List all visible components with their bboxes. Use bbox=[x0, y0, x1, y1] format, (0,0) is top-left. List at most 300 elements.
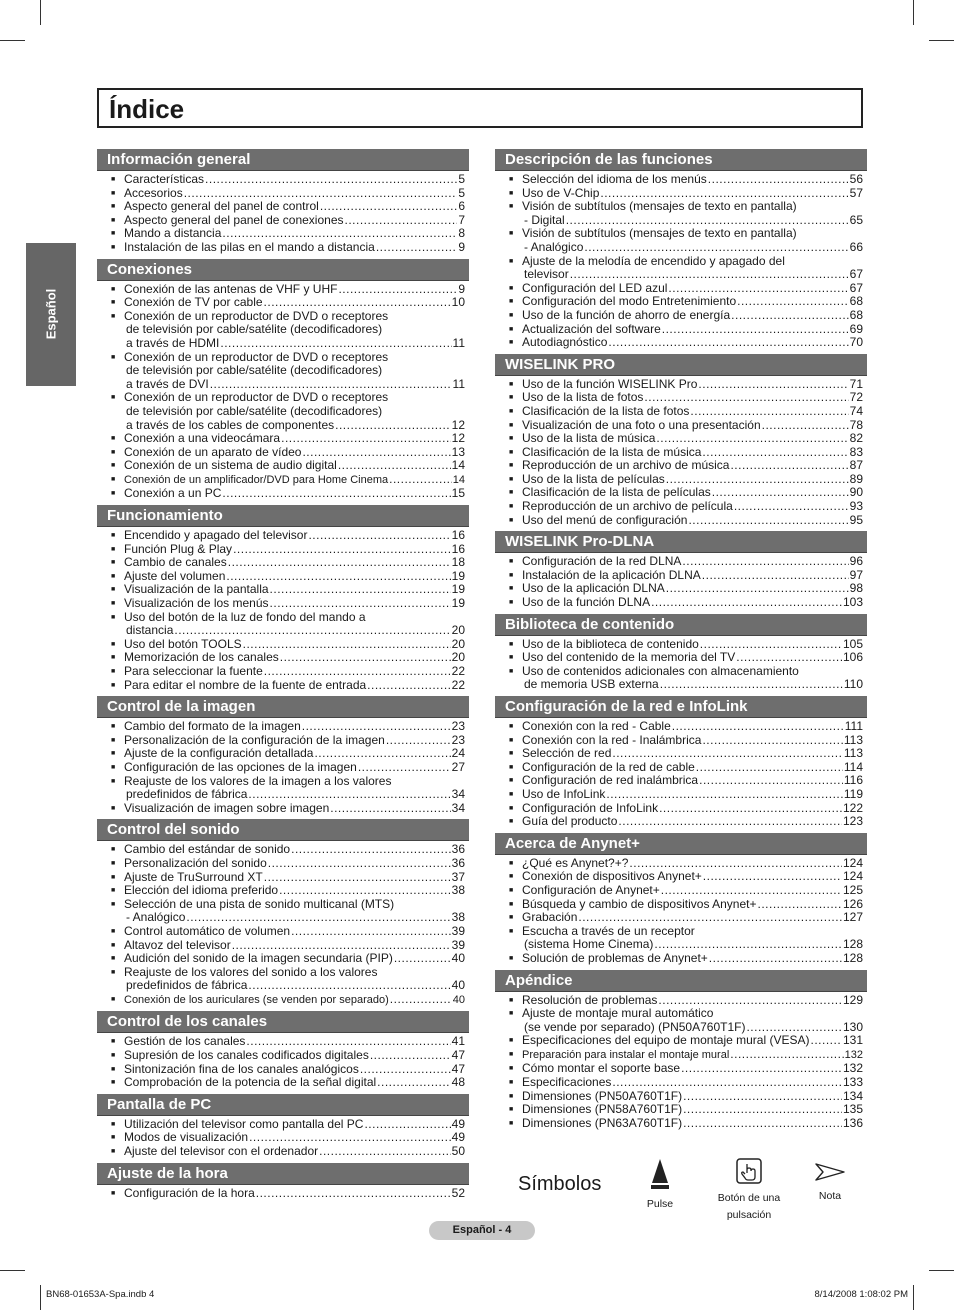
bullet-square-icon: ■ bbox=[509, 599, 514, 607]
entry-title: Reajuste de los valores del sonido a los valores bbox=[124, 964, 378, 979]
toc-entry bbox=[495, 665, 867, 692]
toc-entry bbox=[97, 1145, 469, 1159]
bullet-square-icon: ■ bbox=[111, 448, 116, 456]
entry-title: Reajuste de los valores de la imagen a los valores bbox=[124, 773, 392, 788]
toc-entry bbox=[495, 227, 867, 254]
entry-title: Cómo montar el soporte base bbox=[522, 1061, 681, 1076]
toc-entry bbox=[495, 187, 867, 201]
dot-leader bbox=[709, 952, 842, 966]
toc-section bbox=[97, 1094, 469, 1159]
entry-page-number: 40 bbox=[452, 993, 465, 1006]
entry-title: Aspecto general del panel de conexiones bbox=[124, 212, 344, 227]
entry-page-number: 19 bbox=[451, 568, 465, 583]
entry-title: ¿Qué es Anynet?+? bbox=[522, 855, 629, 870]
bullet-square-icon: ■ bbox=[509, 640, 514, 648]
entry-page-number: 39 bbox=[451, 923, 465, 938]
toc-entry bbox=[97, 227, 469, 241]
entry-page-number: 90 bbox=[849, 485, 863, 500]
bullet-square-icon: ■ bbox=[111, 545, 116, 553]
dot-leader bbox=[364, 1118, 450, 1132]
entry-page-number: 98 bbox=[849, 581, 863, 596]
symbols-title: Símbolos bbox=[518, 1173, 602, 1195]
bullet-square-icon: ■ bbox=[509, 804, 514, 812]
bullet-square-icon: ■ bbox=[111, 1079, 116, 1087]
dot-leader bbox=[668, 282, 848, 296]
entry-page-number: 67 bbox=[849, 267, 863, 282]
entry-title: Resolución de problemas bbox=[522, 992, 658, 1007]
toc-entry bbox=[495, 994, 867, 1008]
entry-title: Conexión con la red - Inalámbrica bbox=[522, 732, 702, 747]
toc-section bbox=[97, 505, 469, 692]
entry-page-number: 87 bbox=[849, 458, 863, 473]
entry-title: Guía del producto bbox=[522, 814, 618, 829]
toc-entry bbox=[97, 871, 469, 885]
entry-title: Clasificación de la lista de música bbox=[522, 444, 702, 459]
bullet-square-icon: ■ bbox=[111, 299, 116, 307]
entry-page-number: 11 bbox=[452, 376, 465, 391]
bullet-square-icon: ■ bbox=[111, 435, 116, 443]
crop-mark bbox=[40, 0, 41, 25]
entry-page-number: 119 bbox=[843, 786, 863, 801]
entry-title: Conexión de un amplificador/DVD para Home Cinema bbox=[124, 473, 389, 486]
dot-leader bbox=[264, 665, 451, 679]
bullet-square-icon: ■ bbox=[111, 475, 116, 483]
entry-title: Reproducción de un archivo de película bbox=[522, 499, 733, 514]
entry-page-number: 134 bbox=[842, 1088, 863, 1103]
dot-leader bbox=[243, 638, 451, 652]
toc-entry bbox=[97, 884, 469, 898]
press-arrow-icon bbox=[650, 1158, 670, 1190]
entry-title: Configuración de Anynet+ bbox=[522, 882, 660, 897]
dot-leader bbox=[682, 555, 848, 569]
bullet-square-icon: ■ bbox=[111, 532, 116, 540]
dot-leader bbox=[730, 459, 848, 473]
dot-leader bbox=[377, 1076, 450, 1090]
entry-page-number: 69 bbox=[849, 321, 863, 336]
toc-entry bbox=[495, 747, 867, 761]
bullet-square-icon: ■ bbox=[111, 1120, 116, 1128]
entry-page-number: 124 bbox=[842, 855, 863, 870]
entry-title: Uso de la lista de fotos bbox=[522, 390, 644, 405]
entry-title: Altavoz del televisor bbox=[124, 937, 231, 952]
entry-page-number: 95 bbox=[849, 512, 863, 527]
bullet-square-icon: ■ bbox=[509, 886, 514, 894]
entry-title: Ajuste de la melodía de encendido y apagado del bbox=[522, 253, 785, 268]
entry-title: Configuración del modo Entretenimiento bbox=[522, 294, 737, 309]
toc-entry bbox=[495, 720, 867, 734]
dot-leader bbox=[270, 583, 451, 597]
entry-page-number: 13 bbox=[451, 444, 465, 459]
toc-entry bbox=[495, 500, 867, 514]
dot-leader bbox=[700, 638, 842, 652]
dot-leader bbox=[608, 336, 848, 350]
toc-list bbox=[495, 857, 867, 966]
bullet-square-icon: ■ bbox=[111, 490, 116, 498]
entry-title: Visualización de la pantalla bbox=[124, 582, 269, 597]
entry-title: Gestión de los canales bbox=[124, 1034, 246, 1049]
bullet-square-icon: ■ bbox=[509, 1037, 514, 1045]
toc-entry bbox=[495, 788, 867, 802]
toc-entry bbox=[97, 720, 469, 734]
entry-title: Uso de contenidos adicionales con almacenamiento bbox=[522, 663, 799, 678]
section-heading: Información general bbox=[97, 149, 469, 171]
entry-title: Conexión de TV por cable bbox=[124, 295, 263, 310]
toc-entry bbox=[97, 296, 469, 310]
section-heading: Conexiones bbox=[97, 259, 469, 281]
toc-entry bbox=[97, 651, 469, 665]
toc-section bbox=[495, 354, 867, 528]
dot-leader bbox=[612, 1076, 842, 1090]
bullet-square-icon: ■ bbox=[111, 1065, 116, 1073]
entry-title: Encendido y apagado del televisor bbox=[124, 528, 308, 543]
entry-title: Elección del idioma preferido bbox=[124, 883, 279, 898]
entry-title: Configuración de la red DLNA bbox=[522, 554, 682, 569]
dot-leader bbox=[232, 939, 451, 953]
toc-list bbox=[495, 638, 867, 692]
entry-title: - Digital bbox=[524, 212, 565, 227]
toc-entry bbox=[495, 1048, 867, 1063]
entry-page-number: 5 bbox=[458, 172, 465, 186]
entry-title: - Analógico bbox=[126, 910, 186, 925]
toc-entry bbox=[97, 638, 469, 652]
entry-title: Conexión de un reproductor de DVD o receptores bbox=[124, 349, 389, 364]
section-heading: Apéndice bbox=[495, 970, 867, 992]
entry-page-number: 9 bbox=[458, 281, 465, 296]
bullet-square-icon: ■ bbox=[111, 1052, 116, 1060]
toc-list bbox=[495, 173, 867, 350]
bullet-square-icon: ■ bbox=[509, 203, 514, 211]
dot-leader bbox=[390, 993, 452, 1007]
bullet-square-icon: ■ bbox=[509, 435, 514, 443]
entry-page-number: 123 bbox=[842, 814, 863, 829]
toc-entry bbox=[495, 582, 867, 596]
entry-page-number: 132 bbox=[842, 1061, 863, 1076]
bullet-square-icon: ■ bbox=[111, 995, 116, 1003]
dot-leader bbox=[698, 378, 848, 392]
dot-leader bbox=[618, 815, 842, 829]
toc-entry bbox=[97, 761, 469, 775]
entry-title: de televisión por cable/satélite (decodificadores) bbox=[126, 322, 383, 337]
toc-entry bbox=[495, 952, 867, 966]
crop-mark bbox=[929, 40, 954, 41]
bullet-square-icon: ■ bbox=[111, 968, 116, 976]
entry-title: Función Plug & Play bbox=[124, 541, 233, 556]
section-heading: Funcionamiento bbox=[97, 505, 469, 527]
bullet-square-icon: ■ bbox=[111, 586, 116, 594]
entry-title: Configuración de InfoLink bbox=[522, 800, 659, 815]
entry-title: Aspecto general del panel de control bbox=[124, 199, 319, 214]
toc-section bbox=[97, 1011, 469, 1089]
toc-entry bbox=[495, 761, 867, 775]
toc-entry bbox=[495, 446, 867, 460]
dot-leader bbox=[302, 446, 450, 460]
title-box bbox=[97, 88, 863, 128]
toc-entry bbox=[97, 925, 469, 939]
entry-page-number: 111 bbox=[844, 719, 863, 733]
dot-leader bbox=[736, 651, 842, 665]
dot-leader bbox=[606, 788, 842, 802]
page-number-badge: Español - 4 bbox=[429, 1221, 535, 1240]
toc-list bbox=[97, 1118, 469, 1159]
section-heading: Control de la imagen bbox=[97, 696, 469, 718]
bullet-square-icon: ■ bbox=[111, 859, 116, 867]
entry-page-number: 97 bbox=[849, 567, 863, 582]
bullet-square-icon: ■ bbox=[111, 887, 116, 895]
toc-entry bbox=[495, 555, 867, 569]
bullet-square-icon: ■ bbox=[509, 954, 514, 962]
toc-section bbox=[495, 970, 867, 1131]
toc-entry bbox=[97, 734, 469, 748]
toc-entry bbox=[97, 843, 469, 857]
bullet-square-icon: ■ bbox=[509, 516, 514, 524]
bullet-square-icon: ■ bbox=[509, 750, 514, 758]
entry-title: Características bbox=[124, 172, 205, 186]
entry-page-number: 103 bbox=[842, 595, 863, 610]
entry-title: Uso de la lista de música bbox=[522, 431, 656, 446]
toc-entry bbox=[97, 529, 469, 543]
dot-leader bbox=[330, 802, 450, 816]
dot-leader bbox=[708, 173, 849, 187]
bullet-square-icon: ■ bbox=[509, 859, 514, 867]
toc-entry bbox=[97, 679, 469, 693]
bullet-square-icon: ■ bbox=[509, 1079, 514, 1087]
entry-page-number: 11 bbox=[452, 335, 465, 350]
bullet-square-icon: ■ bbox=[509, 736, 514, 744]
toc-entry bbox=[495, 925, 867, 952]
entry-title: Configuración del LED azul bbox=[522, 280, 668, 295]
entry-title: Uso de la aplicación DLNA bbox=[522, 581, 665, 596]
entry-title: Conexión de un reproductor de DVD o receptores bbox=[124, 390, 389, 405]
bullet-square-icon: ■ bbox=[509, 311, 514, 319]
entry-page-number: 6 bbox=[458, 199, 465, 214]
entry-title: Escucha a través de un receptor bbox=[522, 923, 695, 938]
dot-leader bbox=[696, 761, 843, 775]
symbol-label: Pulse bbox=[646, 1198, 674, 1210]
bullet-square-icon: ■ bbox=[509, 558, 514, 566]
toc-entry bbox=[495, 1062, 867, 1076]
toc-entry bbox=[97, 459, 469, 473]
entry-page-number: 47 bbox=[451, 1048, 465, 1063]
bullet-square-icon: ■ bbox=[111, 668, 116, 675]
toc-list bbox=[97, 529, 469, 692]
dot-leader bbox=[319, 1145, 451, 1159]
toc-entry bbox=[495, 419, 867, 433]
bullet-square-icon: ■ bbox=[509, 189, 514, 197]
toc-entry bbox=[97, 898, 469, 925]
entry-page-number: 24 bbox=[451, 746, 465, 761]
entry-page-number: 38 bbox=[451, 883, 465, 898]
entry-page-number: 122 bbox=[842, 800, 863, 815]
toc-entry bbox=[495, 200, 867, 227]
toc-list bbox=[97, 1187, 469, 1201]
toc-entry bbox=[495, 255, 867, 282]
entry-page-number: 16 bbox=[451, 528, 465, 543]
bullet-square-icon: ■ bbox=[111, 750, 116, 758]
bullet-square-icon: ■ bbox=[111, 243, 116, 251]
entry-page-number: 113 bbox=[843, 732, 863, 747]
entry-page-number: 113 bbox=[843, 746, 863, 761]
entry-page-number: 36 bbox=[451, 842, 465, 857]
toc-entry bbox=[495, 569, 867, 583]
entry-page-number: 56 bbox=[849, 172, 863, 186]
toc-entry bbox=[97, 802, 469, 816]
dot-leader bbox=[644, 391, 848, 405]
toc-section bbox=[97, 149, 469, 255]
toc-entry bbox=[97, 952, 469, 966]
dot-leader bbox=[174, 624, 450, 638]
entry-page-number: 23 bbox=[451, 719, 465, 734]
toc-entry bbox=[97, 1187, 469, 1201]
entry-page-number: 47 bbox=[451, 1061, 465, 1076]
toc-entry bbox=[495, 911, 867, 925]
bullet-square-icon: ■ bbox=[509, 873, 514, 881]
dot-leader bbox=[270, 597, 451, 611]
bullet-square-icon: ■ bbox=[111, 804, 116, 812]
entry-title: Personalización del sonido bbox=[124, 855, 267, 870]
dot-leader bbox=[629, 857, 842, 871]
entry-page-number: 57 bbox=[849, 185, 863, 200]
entry-title: Especificaciones del equipo de montaje mural (VESA) bbox=[522, 1033, 810, 1048]
bullet-square-icon: ■ bbox=[509, 585, 514, 593]
entry-page-number: 14 bbox=[452, 473, 465, 486]
dot-leader bbox=[658, 994, 842, 1008]
dot-leader bbox=[703, 870, 842, 884]
dot-leader bbox=[681, 1062, 842, 1076]
dot-leader bbox=[248, 788, 450, 802]
toc-entry bbox=[97, 611, 469, 638]
bullet-square-icon: ■ bbox=[111, 846, 116, 854]
dot-leader bbox=[308, 529, 450, 543]
entry-title: Visión de subtítulos (mensajes de texto en pantalla) bbox=[522, 199, 797, 214]
dot-leader bbox=[660, 678, 843, 692]
symbol-label: Nota bbox=[818, 1190, 842, 1202]
entry-title: Uso de la función de ahorro de energía bbox=[522, 307, 731, 322]
dot-leader bbox=[370, 1049, 451, 1063]
entry-page-number: 12 bbox=[451, 431, 465, 446]
bullet-square-icon: ■ bbox=[111, 189, 116, 197]
entry-page-number: 129 bbox=[842, 992, 863, 1007]
bullet-square-icon: ■ bbox=[111, 640, 116, 648]
entry-page-number: 34 bbox=[451, 787, 465, 802]
dot-leader bbox=[730, 1048, 843, 1062]
dot-leader bbox=[731, 309, 848, 323]
entry-page-number: 93 bbox=[849, 499, 863, 514]
symbol-nota bbox=[805, 1162, 855, 1205]
entry-title: Cambio del estándar de sonido bbox=[124, 842, 291, 857]
entry-title: Dimensiones (PN63A760T1F) bbox=[522, 1115, 683, 1130]
entry-title: Sintonización fina de los canales analógicos bbox=[124, 1061, 359, 1076]
entry-title: Utilización del televisor como pantalla del PC bbox=[124, 1116, 364, 1131]
toc-entry bbox=[495, 802, 867, 816]
entry-title: Memorización de los canales bbox=[124, 650, 279, 665]
toc-entry bbox=[97, 583, 469, 597]
crop-mark bbox=[913, 1285, 914, 1310]
entry-page-number: 89 bbox=[849, 471, 863, 486]
entry-page-number: 14 bbox=[451, 458, 465, 473]
bullet-square-icon: ■ bbox=[111, 763, 116, 771]
entry-title: predefinidos de fábrica bbox=[126, 787, 248, 802]
bullet-square-icon: ■ bbox=[509, 448, 514, 456]
entry-page-number: 40 bbox=[451, 951, 465, 966]
entry-title: de televisión por cable/satélite (decodificadores) bbox=[126, 363, 383, 378]
entry-page-number: 19 bbox=[451, 582, 465, 597]
dot-leader bbox=[712, 486, 849, 500]
entry-title: Dimensiones (PN58A760T1F) bbox=[522, 1102, 683, 1117]
toc-entry bbox=[97, 173, 469, 187]
dot-leader bbox=[184, 187, 458, 201]
dot-leader bbox=[338, 459, 451, 473]
bullet-square-icon: ■ bbox=[111, 572, 116, 580]
toc-entry bbox=[495, 651, 867, 665]
entry-title: Supresión de los canales codificados digitales bbox=[124, 1048, 369, 1063]
section-heading: Configuración de la red e InfoLink bbox=[495, 696, 867, 718]
bullet-square-icon: ■ bbox=[509, 900, 514, 908]
dot-leader bbox=[280, 651, 451, 665]
entry-title: a través de HDMI bbox=[126, 335, 220, 350]
bullet-square-icon: ■ bbox=[509, 230, 514, 238]
bullet-square-icon: ■ bbox=[111, 216, 116, 224]
entry-page-number: 132 bbox=[844, 1048, 863, 1061]
toc-list bbox=[495, 555, 867, 609]
crop-mark bbox=[913, 0, 914, 25]
bullet-square-icon: ■ bbox=[111, 927, 116, 935]
entry-title: distancia bbox=[126, 623, 174, 638]
bullet-square-icon: ■ bbox=[509, 1119, 514, 1127]
entry-title: Cambio de canales bbox=[124, 555, 227, 570]
dot-leader bbox=[651, 596, 842, 610]
entry-title: Especificaciones bbox=[522, 1075, 612, 1090]
dot-leader bbox=[683, 1103, 842, 1117]
entry-title: Uso del botón TOOLS bbox=[124, 636, 242, 651]
dot-leader bbox=[389, 473, 452, 487]
entry-title: Clasificación de la lista de fotos bbox=[522, 403, 690, 418]
dot-leader bbox=[279, 884, 451, 898]
entry-title: Visualización de una foto o una presentación bbox=[522, 417, 761, 432]
entry-page-number: 9 bbox=[458, 239, 465, 254]
toc-entry bbox=[97, 1118, 469, 1132]
dot-leader bbox=[734, 500, 849, 514]
toc-list bbox=[97, 720, 469, 815]
bullet-square-icon: ■ bbox=[509, 1050, 514, 1058]
entry-title: Conexión de dispositivos Anynet+ bbox=[522, 869, 702, 884]
entry-title: - Analógico bbox=[524, 239, 584, 254]
symbol-one-touch bbox=[713, 1158, 785, 1224]
toc-section bbox=[97, 259, 469, 502]
toc-column-right bbox=[495, 149, 867, 1130]
entry-page-number: 37 bbox=[451, 869, 465, 884]
entry-page-number: 68 bbox=[849, 294, 863, 309]
entry-title: Instalación de la aplicación DLNA bbox=[522, 567, 701, 582]
entry-title: Selección de red bbox=[522, 746, 612, 761]
dot-leader bbox=[578, 911, 842, 925]
entry-page-number: 5 bbox=[458, 185, 465, 200]
bullet-square-icon: ■ bbox=[111, 203, 116, 211]
dot-leader bbox=[246, 1035, 450, 1049]
toc-entry bbox=[495, 173, 867, 187]
entry-title: Uso de la biblioteca de contenido bbox=[522, 636, 699, 651]
entry-page-number: 126 bbox=[842, 896, 863, 911]
bullet-square-icon: ■ bbox=[111, 1038, 116, 1046]
entry-title: Conexión de los auriculares (se venden por separado) bbox=[124, 993, 389, 1006]
entry-title: Cambio del formato de la imagen bbox=[124, 719, 301, 734]
dot-leader bbox=[376, 241, 457, 255]
entry-page-number: 49 bbox=[451, 1130, 465, 1145]
entry-page-number: 20 bbox=[451, 636, 465, 651]
toc-entry bbox=[495, 1117, 867, 1131]
crop-mark bbox=[0, 1270, 25, 1271]
entry-page-number: 34 bbox=[451, 800, 465, 815]
bullet-square-icon: ■ bbox=[509, 763, 514, 771]
